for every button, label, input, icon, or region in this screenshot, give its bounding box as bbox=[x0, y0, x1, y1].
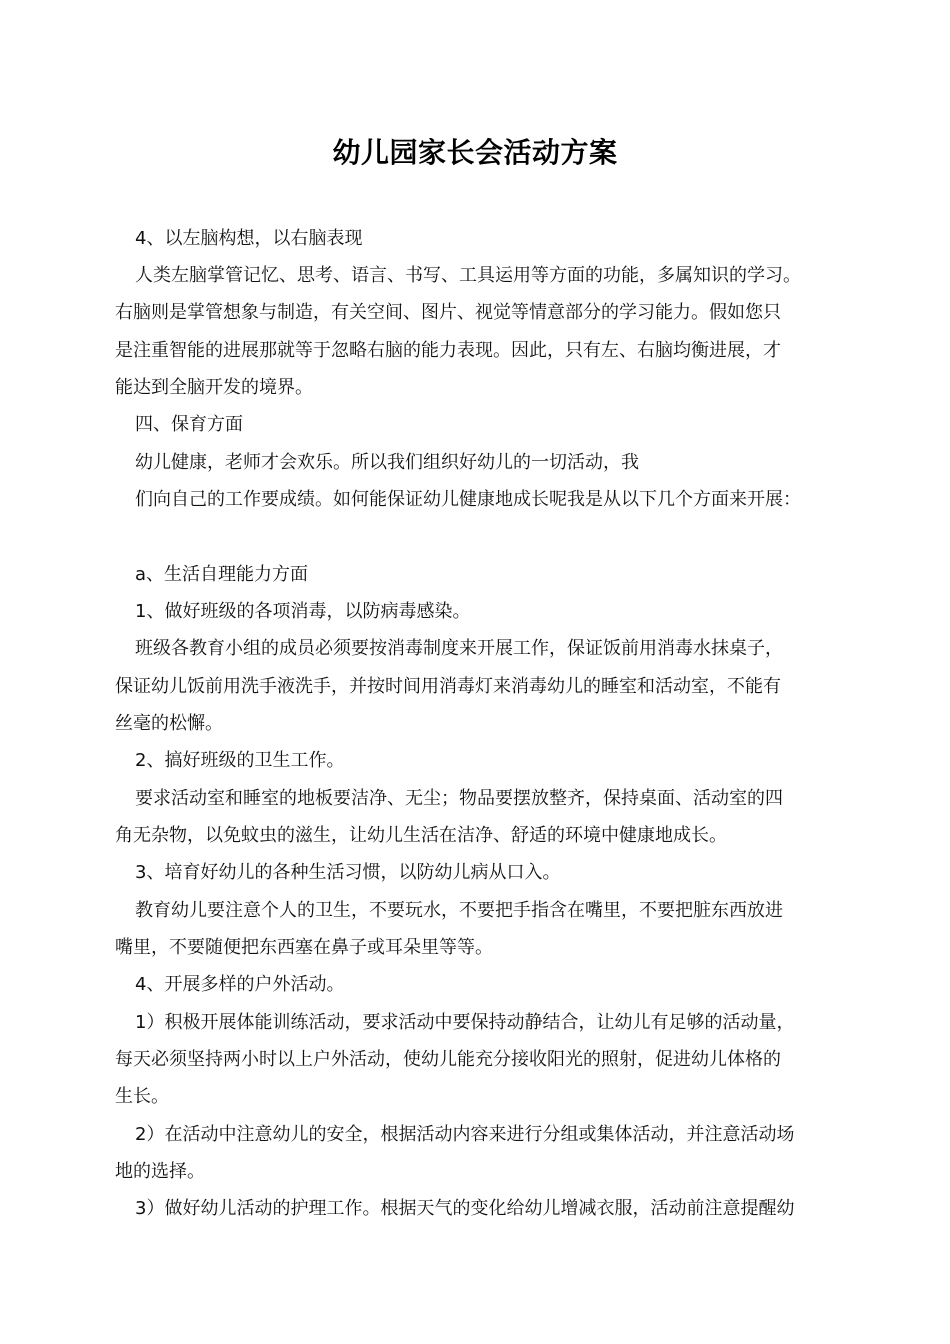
paragraph-line: 幼儿健康，老师才会欢乐。所以我们组织好幼儿的一切活动，我 bbox=[135, 452, 639, 473]
paragraph-line: 每天必须坚持两小时以上户外活动，使幼儿能充分接收阳光的照射，促进幼儿体格的 bbox=[115, 1049, 781, 1070]
item-heading: 3、培育好幼儿的各种生活习惯，以防幼儿病从口入。 bbox=[135, 862, 561, 883]
paragraph-line: 班级各教育小组的成员必须要按消毒制度来开展工作，保证饭前用消毒水抹桌子， bbox=[135, 638, 783, 659]
section-heading: 四、保育方面 bbox=[135, 414, 243, 435]
paragraph-line: 要求活动室和睡室的地板要洁净、无尘；物品要摆放整齐，保持桌面、活动室的四 bbox=[135, 788, 783, 809]
paragraph-line: 右脑则是掌管想象与制造，有关空间、图片、视觉等情意部分的学习能力。假如您只 bbox=[115, 302, 781, 323]
item-heading: 4、开展多样的户外活动。 bbox=[135, 974, 345, 995]
paragraph-line: 是注重智能的进展那就等于忽略右脑的能力表现。因此，只有左、右脑均衡进展，才 bbox=[115, 340, 781, 361]
paragraph-line: 们向自己的工作要成绩。如何能保证幼儿健康地成长呢我是从以下几个方面来开展： bbox=[135, 489, 801, 510]
paragraph-line: 1）积极开展体能训练活动，要求活动中要保持动静结合，让幼儿有足够的活动量， bbox=[135, 1012, 795, 1033]
paragraph-line: 丝毫的松懈。 bbox=[115, 713, 223, 734]
paragraph-line: 生长。 bbox=[115, 1086, 169, 1107]
paragraph-line: 嘴里，不要随便把东西塞在鼻子或耳朵里等等。 bbox=[115, 937, 493, 958]
section-heading: a、生活自理能力方面 bbox=[135, 564, 309, 585]
section-heading: 4、以左脑构想，以右脑表现 bbox=[135, 228, 363, 249]
paragraph-line: 2）在活动中注意幼儿的安全，根据活动内容来进行分组或集体活动，并注意活动场 bbox=[135, 1124, 795, 1145]
paragraph-line: 角无杂物，以免蚊虫的滋生，让幼儿生活在洁净、舒适的环境中健康地成长。 bbox=[115, 825, 727, 846]
paragraph-line: 能达到全脑开发的境界。 bbox=[115, 377, 313, 398]
paragraph-line: 教育幼儿要注意个人的卫生，不要玩水，不要把手指含在嘴里，不要把脏东西放进 bbox=[135, 900, 783, 921]
item-heading: 2、搞好班级的卫生工作。 bbox=[135, 750, 345, 771]
paragraph-line: 3）做好幼儿活动的护理工作。根据天气的变化给幼儿增减衣服，活动前注意提醒幼 bbox=[135, 1198, 795, 1219]
paragraph-line: 保证幼儿饭前用洗手液洗手，并按时间用消毒灯来消毒幼儿的睡室和活动室，不能有 bbox=[115, 676, 781, 697]
document-title: 幼儿园家长会活动方案 bbox=[332, 136, 618, 169]
paragraph-line: 地的选择。 bbox=[115, 1161, 205, 1182]
paragraph-line: 人类左脑掌管记忆、思考、语言、书写、工具运用等方面的功能，多属知识的学习。 bbox=[135, 265, 801, 286]
item-heading: 1、做好班级的各项消毒，以防病毒感染。 bbox=[135, 601, 471, 622]
